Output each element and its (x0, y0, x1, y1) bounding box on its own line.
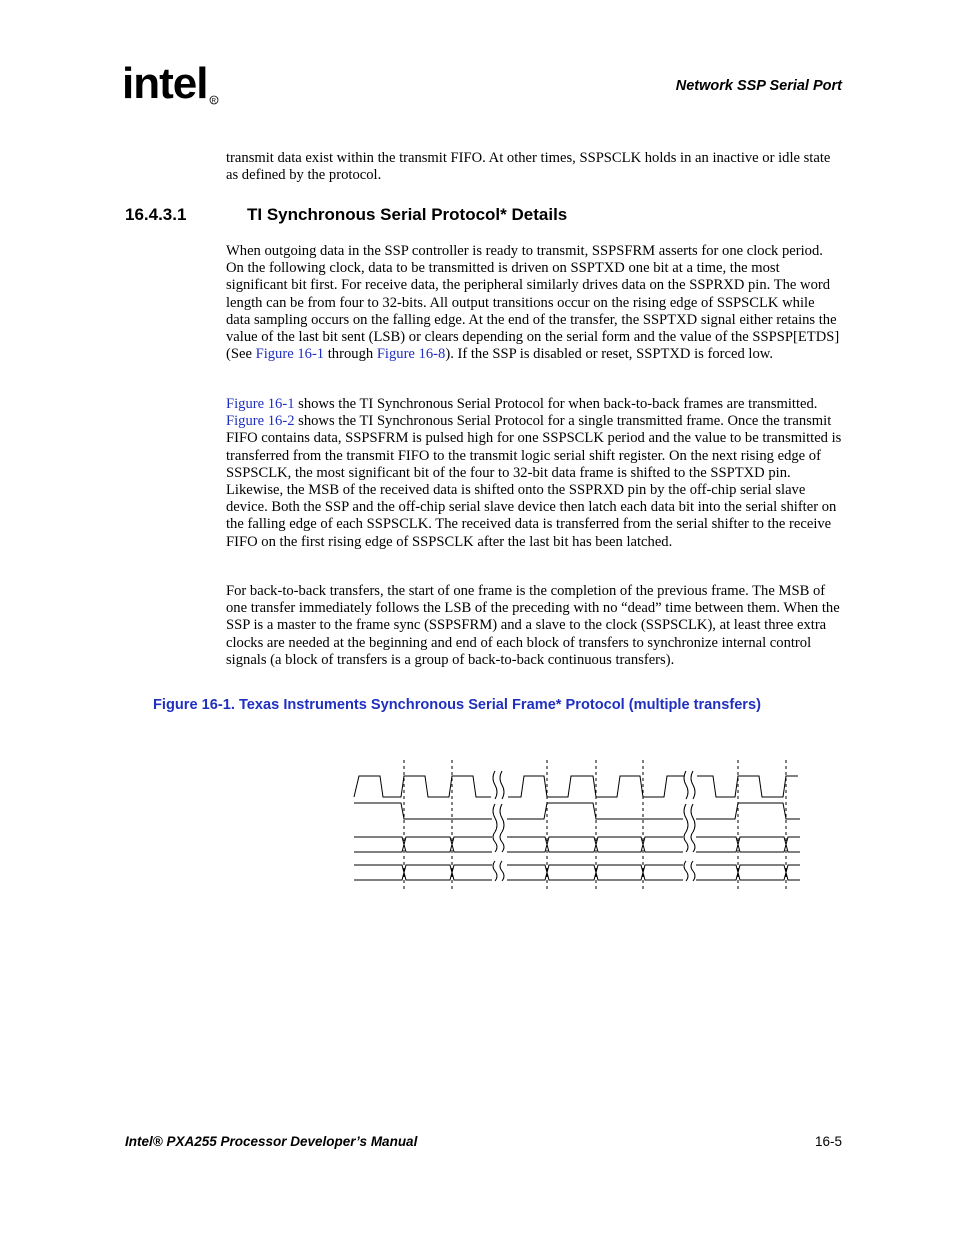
para2-text-1: shows the TI Synchronous Serial Protocol for when back-to-back frames are transmitted. (294, 396, 818, 412)
figure-16-8-link[interactable]: Figure 16-8 (376, 346, 446, 363)
section-title: TI Synchronous Serial Protocol* Details (247, 205, 568, 224)
footer-page-number: 16-5 (814, 1134, 842, 1149)
intel-logo (122, 60, 232, 120)
frame-waveform (354, 803, 492, 819)
frame-waveform-2 (507, 803, 683, 819)
svg-text:R: R (211, 98, 216, 105)
tx-bus (354, 837, 800, 852)
paragraph-1 (226, 243, 842, 363)
running-header: Network SSP Serial Port (675, 78, 842, 94)
edge-guides (404, 760, 786, 892)
section-number: 16.4.3.1 (125, 205, 187, 224)
clock-waveform-3 (697, 776, 798, 797)
para3-text: For back-to-back transfers, the start of one frame is the completion of the previous frame. The MSB of one transfer immediately follows the LSB of the preceding with no “dead” time between them. When the SSP is a master to the frame sync (SSPSFRM) and a slave to the clock (SSPSCLK), at least three extra clocks are needed at the beginning and end of each block of transfers to synchronize internal control signals (a block of transfers is a group of back-to-back continuous transfers). (226, 583, 840, 668)
clock-waveform (354, 776, 491, 797)
paragraph-2 (226, 396, 842, 551)
section-heading (125, 205, 567, 225)
intro-paragraph (226, 150, 842, 184)
figure-16-2-link[interactable]: Figure 16-2 (226, 413, 295, 430)
para1-text-3: ). If the SSP is disabled or reset, SSPTXD is forced low. (445, 346, 773, 363)
rx-bus (354, 865, 800, 880)
figure-16-1-link[interactable]: Figure 16-1 (255, 346, 325, 363)
para2-text-2: shows the TI Synchronous Serial Protocol for a single transmitted frame. Once the transmit FIFO contains data, SSPSFRM is pulsed high for one SSPSCLK period and the value to be transmitted is transferred from the transmit FIFO to the transmit logic serial shift register. On the next rising edge of SSPSCLK, the most significant bit of the four to 32-bit data frame is shifted to the SSPTXD pin. Likewise, the MSB of the received data is shifted onto the SSPRXD pin by the off-chip serial slave device. Both the SSP and the off-chip serial slave device then latch each data bit into the serial shifter on the falling edge of each SSPSCLK. The received data is transferred from the serial shifter to the receive FIFO on the first rising edge of SSPSCLK after the last bit has been latched. (226, 413, 842, 550)
figure-caption: Figure 16-1. Texas Instruments Synchronous Serial Frame* Protocol (multiple transfers) (153, 697, 761, 713)
footer-manual-title: Intel® PXA255 Processor Developer’s Manual (125, 1134, 418, 1149)
frame-waveform-3 (696, 803, 800, 819)
timing-diagram (340, 755, 810, 895)
paragraph-3 (226, 583, 842, 669)
svg-text:intel: intel (122, 60, 208, 108)
figure-16-1-link[interactable]: Figure 16-1 (226, 396, 295, 412)
para1-text-2: through (324, 346, 377, 363)
para1-text-1: When outgoing data in the SSP controller is ready to transmit, SSPSFRM asserts for one clock period. On the following clock, data to be transmitted is driven on SSPTXD one bit at a time, the most significant bit first. For receive data, the peripheral similarly drives data on the SSPRXD pin. The word length can be from four to 32-bits. All output transitions occur on the rising edge of SSPSCLK while data sampling occurs on the falling edge. At the end of the transfer, the SSPTXD signal either retains the value of the last bit sent (LSB) or clears depending on the serial form and the value of the SSPSP[ETDS] (See (226, 243, 840, 363)
intro-text: transmit data exist within the transmit FIFO. At other times, SSPSCLK holds in an inactive or idle state as defined by the protocol. (226, 150, 831, 184)
